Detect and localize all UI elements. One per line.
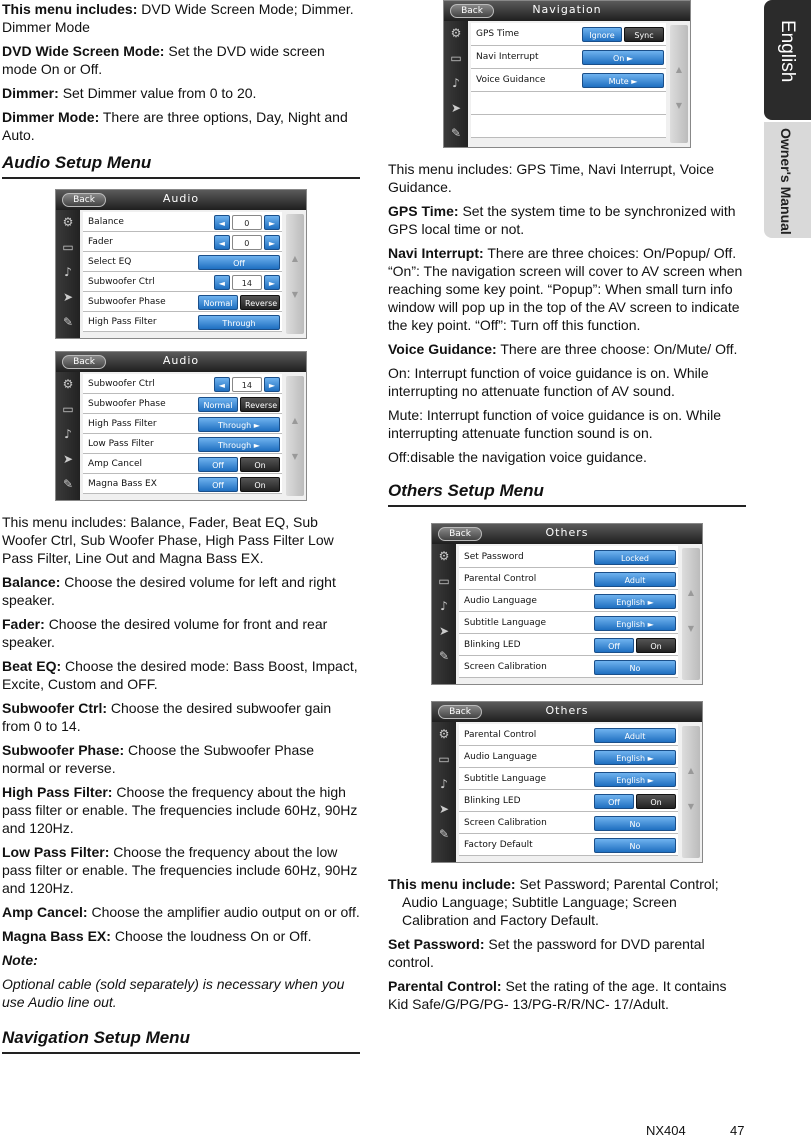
scrollbar[interactable]: ▲ ▼ xyxy=(670,25,688,143)
settings-row[interactable] xyxy=(471,23,666,46)
nav-desc: GPS Time: Set the system time to be synchronized with GPS local time or not. xyxy=(388,203,736,237)
navigation-icon[interactable]: ➤ xyxy=(62,452,74,466)
side-menu xyxy=(56,372,80,500)
screen-title: Audio xyxy=(162,354,200,367)
option-button[interactable]: Adult xyxy=(594,728,676,743)
option-button[interactable]: On xyxy=(240,477,280,492)
settings-row[interactable] xyxy=(459,634,678,656)
right-arrow-icon[interactable]: ► xyxy=(264,377,280,392)
row-control[interactable] xyxy=(582,73,664,88)
option-button[interactable]: On xyxy=(636,794,676,809)
wrench-icon[interactable]: ✎ xyxy=(438,827,450,841)
settings-row[interactable] xyxy=(459,724,678,746)
scrollbar[interactable]: ▲ ▼ xyxy=(682,548,700,680)
row-control[interactable] xyxy=(214,235,280,250)
value-display: 14 xyxy=(232,275,262,290)
settings-row[interactable] xyxy=(459,612,678,634)
option-button[interactable]: Mute ► xyxy=(582,73,664,88)
option-button[interactable]: Off xyxy=(594,638,634,653)
left-arrow-icon[interactable]: ◄ xyxy=(214,275,230,290)
row-label: Audio Language xyxy=(464,596,537,606)
screen-title: Others xyxy=(545,704,589,717)
audio-desc: Low Pass Filter: Choose the frequency about the low pass filter or enable. The frequencies include 60Hz, 90Hz and 120Hz. xyxy=(2,844,358,896)
option-button[interactable]: Off xyxy=(594,794,634,809)
scrollbar[interactable]: ▲ ▼ xyxy=(286,214,304,334)
speaker-icon[interactable]: ♪ xyxy=(452,76,460,90)
row-label: Subwoofer Phase xyxy=(88,399,166,409)
side-menu xyxy=(444,21,468,147)
option-button[interactable]: Sync xyxy=(624,27,664,42)
row-label: Navi Interrupt xyxy=(476,52,539,62)
settings-row[interactable] xyxy=(83,312,282,332)
others-heading: Others Setup Menu xyxy=(388,480,746,507)
option-button[interactable]: English ► xyxy=(594,616,676,631)
audio-desc: Magna Bass EX: Choose the loudness On or Off. xyxy=(2,928,312,944)
screen-title: Navigation xyxy=(532,3,602,16)
gear-icon[interactable]: ⚙ xyxy=(438,549,450,563)
value-display: 14 xyxy=(232,377,262,392)
row-label: Screen Calibration xyxy=(464,818,547,828)
intro-p1: This menu includes: DVD Wide Screen Mode; Dimmer. Dimmer Mode xyxy=(2,1,354,35)
option-button[interactable]: On xyxy=(240,457,280,472)
intro-p2: DVD Wide Screen Mode: Set the DVD wide screen mode On or Off. xyxy=(2,43,325,77)
nav-desc: Mute: Interrupt function of voice guidance is on. While interrupting attenuate function sound is on. xyxy=(388,407,722,441)
scrollbar[interactable]: ▲ ▼ xyxy=(682,726,700,858)
settings-row[interactable] xyxy=(459,768,678,790)
row-control[interactable] xyxy=(198,397,280,412)
row-label: Parental Control xyxy=(464,574,537,584)
navigation-screenshot xyxy=(443,0,691,148)
row-control[interactable] xyxy=(594,638,676,653)
option-button[interactable]: English ► xyxy=(594,772,676,787)
back-button[interactable]: Back xyxy=(62,193,106,207)
screen-icon[interactable]: ▭ xyxy=(450,51,462,65)
row-label: Subtitle Language xyxy=(464,774,547,784)
left-arrow-icon[interactable]: ◄ xyxy=(214,377,230,392)
settings-row[interactable] xyxy=(459,568,678,590)
settings-list xyxy=(83,212,282,332)
others-desc: Parental Control: Set the rating of the age. It contains Kid Safe/G/PG/PG- 13/PG-R/R/NC- 17/Adult. xyxy=(388,978,727,1012)
row-label: GPS Time xyxy=(476,29,520,39)
option-button[interactable]: No xyxy=(594,660,676,675)
audio-intro: This menu includes: Balance, Fader, Beat EQ, Sub Woofer Ctrl, Sub Woofer Phase, High Pass Filter Low Pass Filter, Line Out and Magna Bass EX. xyxy=(2,514,334,566)
row-control[interactable] xyxy=(198,477,280,492)
option-button[interactable]: Locked xyxy=(594,550,676,565)
row-control[interactable] xyxy=(594,660,676,675)
speaker-icon[interactable]: ♪ xyxy=(440,777,448,791)
settings-row[interactable] xyxy=(83,434,282,454)
settings-row[interactable] xyxy=(83,474,282,494)
row-label: Subwoofer Ctrl xyxy=(88,277,155,287)
row-control[interactable] xyxy=(594,794,676,809)
navigation-icon[interactable]: ➤ xyxy=(438,624,450,638)
row-control[interactable] xyxy=(594,550,676,565)
back-button[interactable]: Back xyxy=(438,527,482,541)
tab-label: Owner's Manual xyxy=(778,128,794,235)
row-label: Balance xyxy=(88,217,124,227)
settings-row[interactable] xyxy=(471,46,666,69)
option-button[interactable]: Through ► xyxy=(198,437,280,452)
nav-desc: On: Interrupt function of voice guidance is on. While interrupting no attenuate function of AV sound. xyxy=(388,365,709,399)
row-label: Subtitle Language xyxy=(464,618,547,628)
screen-title: Others xyxy=(545,526,589,539)
settings-row[interactable] xyxy=(83,252,282,272)
settings-row[interactable] xyxy=(459,656,678,678)
option-button[interactable]: Reverse xyxy=(240,295,280,310)
row-control[interactable] xyxy=(198,255,280,270)
gear-icon[interactable]: ⚙ xyxy=(438,727,450,741)
screen-icon[interactable]: ▭ xyxy=(438,752,450,766)
row-control[interactable] xyxy=(198,295,280,310)
gear-icon[interactable]: ⚙ xyxy=(450,26,462,40)
row-control[interactable] xyxy=(198,457,280,472)
navigation-icon[interactable]: ➤ xyxy=(450,101,462,115)
row-control[interactable] xyxy=(214,377,280,392)
others-screenshot-2 xyxy=(431,701,703,863)
gear-icon[interactable]: ⚙ xyxy=(62,377,74,391)
left-column xyxy=(2,0,360,1064)
settings-row[interactable] xyxy=(471,115,666,138)
audio-desc: Subwoofer Phase: Choose the Subwoofer Phase normal or reverse. xyxy=(2,742,315,776)
option-button[interactable]: Off xyxy=(198,457,238,472)
option-button[interactable]: Normal xyxy=(198,397,238,412)
settings-row[interactable] xyxy=(459,546,678,568)
row-label: Subwoofer Phase xyxy=(88,297,166,307)
back-button[interactable]: Back xyxy=(438,705,482,719)
intro-p4: Dimmer Mode: There are three options, Day, Night and Auto. xyxy=(2,109,348,143)
option-button[interactable]: Through xyxy=(198,315,280,330)
audio-heading: Audio Setup Menu xyxy=(2,152,360,179)
wrench-icon[interactable]: ✎ xyxy=(450,126,462,140)
screen-title: Audio xyxy=(162,192,200,205)
option-button[interactable]: Normal xyxy=(198,295,238,310)
note-text: Optional cable (sold separately) is necessary when you use Audio line out. xyxy=(2,976,345,1010)
row-label: Fader xyxy=(88,237,113,247)
option-button[interactable]: Ignore xyxy=(582,27,622,42)
row-label: Voice Guidance xyxy=(476,75,546,85)
settings-row[interactable] xyxy=(83,272,282,292)
option-button[interactable]: On xyxy=(636,638,676,653)
audio-desc: Balance: Choose the desired volume for left and right speaker. xyxy=(2,574,336,608)
value-display: 0 xyxy=(232,235,262,250)
right-arrow-icon[interactable]: ► xyxy=(264,275,280,290)
settings-row[interactable] xyxy=(83,454,282,474)
settings-list xyxy=(459,546,678,678)
row-label: Blinking LED xyxy=(464,796,521,806)
row-control[interactable] xyxy=(198,417,280,432)
wrench-icon[interactable]: ✎ xyxy=(62,315,74,329)
option-button[interactable]: Reverse xyxy=(240,397,280,412)
left-arrow-icon[interactable]: ◄ xyxy=(214,215,230,230)
navigation-icon[interactable]: ➤ xyxy=(62,290,74,304)
settings-row[interactable] xyxy=(83,374,282,394)
right-column xyxy=(388,0,746,1019)
row-control[interactable] xyxy=(582,50,664,65)
audio-desc: Beat EQ: Choose the desired mode: Bass Boost, Impact, Excite, Custom and OFF. xyxy=(2,658,358,692)
value-display: 0 xyxy=(232,215,262,230)
row-control[interactable] xyxy=(594,572,676,587)
settings-list xyxy=(471,23,666,138)
settings-list xyxy=(83,374,282,494)
settings-row[interactable] xyxy=(459,590,678,612)
row-label: High Pass Filter xyxy=(88,419,157,429)
speaker-icon[interactable]: ♪ xyxy=(64,265,72,279)
option-button[interactable]: English ► xyxy=(594,594,676,609)
settings-row[interactable] xyxy=(459,812,678,834)
screen-icon[interactable]: ▭ xyxy=(62,402,74,416)
row-label: Factory Default xyxy=(464,840,533,850)
row-control[interactable] xyxy=(594,616,676,631)
settings-row[interactable] xyxy=(83,212,282,232)
row-label: Blinking LED xyxy=(464,640,521,650)
screen-icon[interactable]: ▭ xyxy=(438,574,450,588)
option-button[interactable]: English ► xyxy=(594,750,676,765)
settings-row[interactable] xyxy=(83,292,282,312)
back-button[interactable]: Back xyxy=(62,355,106,369)
settings-row[interactable] xyxy=(83,232,282,252)
row-label: Set Password xyxy=(464,552,524,562)
option-button[interactable]: Adult xyxy=(594,572,676,587)
option-button[interactable]: Off xyxy=(198,255,280,270)
audio-desc: Amp Cancel: Choose the amplifier audio output on or off. xyxy=(2,904,360,920)
row-label: Parental Control xyxy=(464,730,537,740)
row-control[interactable] xyxy=(214,215,280,230)
settings-list xyxy=(459,724,678,856)
others-desc: This menu include: Set Password; Parental Control; Audio Language; Subtitle Language; Screen Calibration and Factory Default. xyxy=(388,876,719,928)
right-arrow-icon[interactable]: ► xyxy=(264,235,280,250)
owners-manual-tab xyxy=(764,122,811,238)
settings-row[interactable] xyxy=(471,92,666,115)
tab-label: English xyxy=(777,20,798,83)
audio-screenshot-1 xyxy=(55,189,307,339)
settings-row[interactable] xyxy=(459,746,678,768)
scrollbar[interactable]: ▲ ▼ xyxy=(286,376,304,496)
screen-icon[interactable]: ▭ xyxy=(62,240,74,254)
row-control[interactable] xyxy=(594,816,676,831)
audio-desc: Subwoofer Ctrl: Choose the desired subwoofer gain from 0 to 14. xyxy=(2,700,332,734)
row-control[interactable] xyxy=(594,838,676,853)
row-control[interactable] xyxy=(594,772,676,787)
settings-row[interactable] xyxy=(459,790,678,812)
row-label: Screen Calibration xyxy=(464,662,547,672)
option-button[interactable]: No xyxy=(594,816,676,831)
settings-row[interactable] xyxy=(471,69,666,92)
row-control[interactable] xyxy=(214,275,280,290)
navigation-icon[interactable]: ➤ xyxy=(438,802,450,816)
row-control[interactable] xyxy=(594,594,676,609)
row-control[interactable] xyxy=(198,315,280,330)
model-number: NX404 xyxy=(646,1123,686,1138)
settings-row[interactable] xyxy=(83,414,282,434)
row-control[interactable] xyxy=(594,750,676,765)
option-button[interactable]: No xyxy=(594,838,676,853)
side-menu xyxy=(56,210,80,338)
wrench-icon[interactable]: ✎ xyxy=(438,649,450,663)
wrench-icon[interactable]: ✎ xyxy=(62,477,74,491)
left-arrow-icon[interactable]: ◄ xyxy=(214,235,230,250)
row-control[interactable] xyxy=(582,27,664,42)
option-button[interactable]: On ► xyxy=(582,50,664,65)
nav-desc: Navi Interrupt: There are three choices: On/Popup/ Off. “On”: The navigation screen will cover to AV screen when reaching some key point. “Popup”: When small turn info window will pop up in the top of the AV screen to indicate the key point. “Off”: Turn off this function. xyxy=(388,245,743,333)
row-label: Subwoofer Ctrl xyxy=(88,379,155,389)
others-screenshot-1 xyxy=(431,523,703,685)
english-tab xyxy=(764,0,811,120)
row-label: Select EQ xyxy=(88,257,132,267)
audio-screenshot-2 xyxy=(55,351,307,501)
row-label: High Pass Filter xyxy=(88,317,157,327)
nav-desc: Voice Guidance: There are three choose: On/Mute/ Off. xyxy=(388,341,738,357)
row-label: Amp Cancel xyxy=(88,459,142,469)
option-button[interactable]: Through ► xyxy=(198,417,280,432)
row-control[interactable] xyxy=(198,437,280,452)
nav-intro: This menu includes: GPS Time, Navi Interrupt, Voice Guidance. xyxy=(388,161,715,195)
page-number: 47 xyxy=(730,1123,745,1138)
row-control[interactable] xyxy=(594,728,676,743)
nav-heading: Navigation Setup Menu xyxy=(2,1027,360,1054)
option-button[interactable]: Off xyxy=(198,477,238,492)
row-label: Audio Language xyxy=(464,752,537,762)
right-arrow-icon[interactable]: ► xyxy=(264,215,280,230)
row-label: Magna Bass EX xyxy=(88,479,157,489)
row-label: Low Pass Filter xyxy=(88,439,154,449)
settings-row[interactable] xyxy=(83,394,282,414)
back-button[interactable]: Back xyxy=(450,4,494,18)
gear-icon[interactable]: ⚙ xyxy=(62,215,74,229)
side-menu xyxy=(432,722,456,862)
side-menu xyxy=(432,544,456,684)
note-label: Note: xyxy=(2,952,38,968)
settings-row[interactable] xyxy=(459,834,678,856)
intro-p3: Dimmer: Set Dimmer value from 0 to 20. xyxy=(2,85,257,101)
speaker-icon[interactable]: ♪ xyxy=(440,599,448,613)
audio-desc: Fader: Choose the desired volume for front and rear speaker. xyxy=(2,616,328,650)
speaker-icon[interactable]: ♪ xyxy=(64,427,72,441)
nav-desc: Off:disable the navigation voice guidance. xyxy=(388,449,647,465)
others-desc: Set Password: Set the password for DVD parental control. xyxy=(388,936,705,970)
audio-desc: High Pass Filter: Choose the frequency about the high pass filter or enable. The frequencies include 60Hz, 90Hz and 120Hz. xyxy=(2,784,358,836)
